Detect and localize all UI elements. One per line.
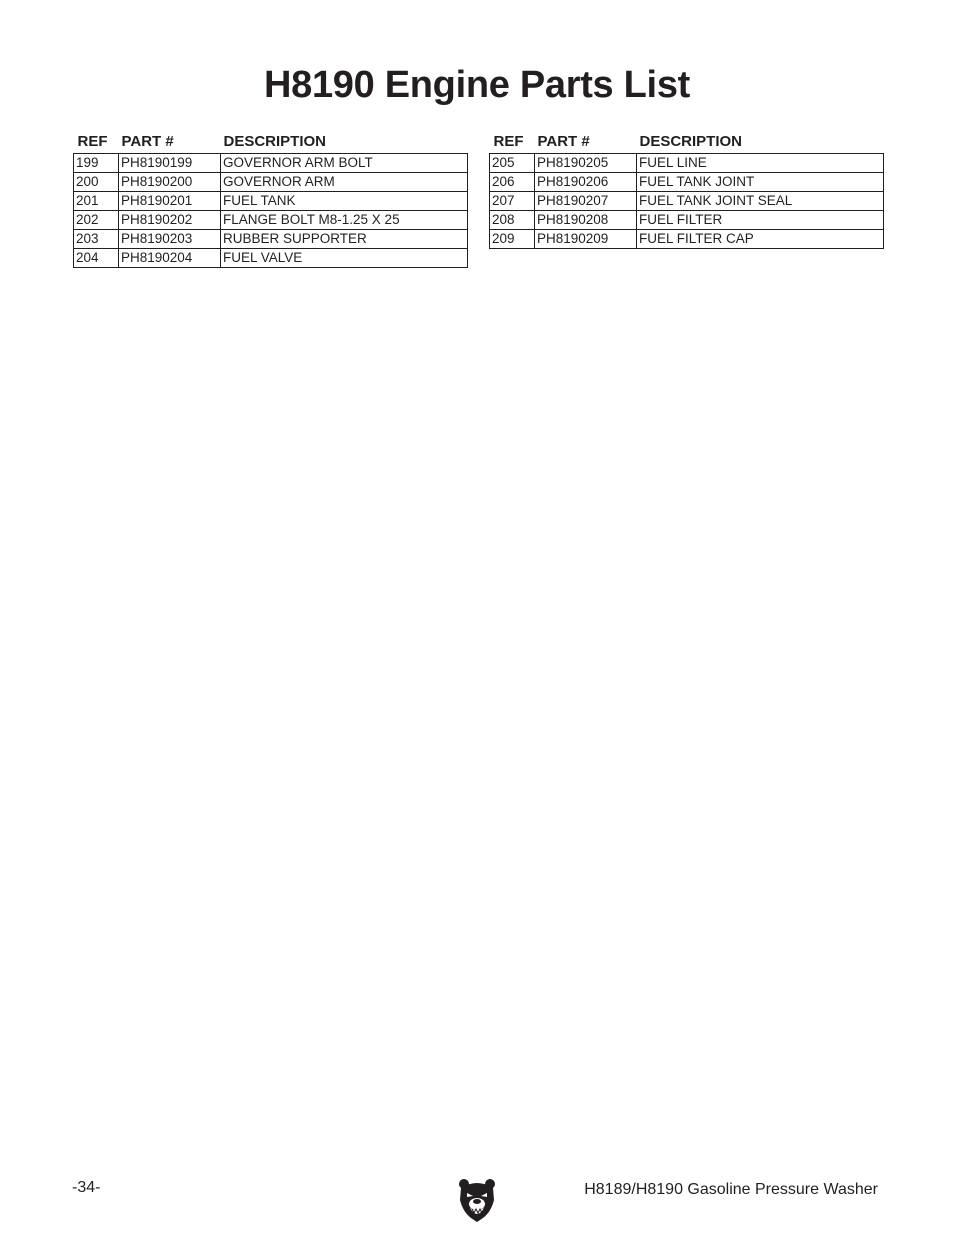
description-cell: RUBBER SUPPORTER [221, 230, 468, 249]
part-column-header: PART # [537, 133, 590, 150]
page-title: H8190 Engine Parts List [263, 64, 691, 106]
description-cell: FUEL FILTER [637, 211, 884, 230]
ref-cell: 207 [490, 192, 535, 211]
manual-title: H8189/H8190 Gasoline Pressure Washer [584, 1181, 878, 1198]
ref-cell: 201 [74, 192, 119, 211]
part-cell: PH8190201 [119, 192, 221, 211]
description-cell: FUEL TANK JOINT SEAL [637, 192, 884, 211]
part-cell: PH8190207 [535, 192, 637, 211]
table-row [74, 230, 468, 249]
description-cell: FUEL LINE [637, 154, 884, 173]
page-number: -34- [72, 1179, 101, 1196]
description-cell: FUEL TANK JOINT [637, 173, 884, 192]
table-row [490, 211, 884, 230]
part-cell: PH8190208 [535, 211, 637, 230]
table-header-row [490, 129, 884, 154]
description-column-header: DESCRIPTION [223, 133, 327, 150]
ref-cell: 205 [490, 154, 535, 173]
ref-cell: 199 [74, 154, 119, 173]
description-cell: GOVERNOR ARM [221, 173, 468, 192]
table-row [74, 154, 468, 173]
table-row [490, 173, 884, 192]
description-cell: FLANGE BOLT M8-1.25 X 25 [221, 211, 468, 230]
parts-table-right [489, 129, 884, 249]
ref-column-header: REF [77, 133, 108, 150]
table-row [74, 211, 468, 230]
part-cell: PH8190205 [535, 154, 637, 173]
table-row [490, 154, 884, 173]
ref-cell: 203 [74, 230, 119, 249]
part-cell: PH8190200 [119, 173, 221, 192]
part-cell: PH8190203 [119, 230, 221, 249]
ref-cell: 208 [490, 211, 535, 230]
description-cell: GOVERNOR ARM BOLT [221, 154, 468, 173]
parts-table-left [73, 129, 468, 268]
table-row [74, 173, 468, 192]
table-row [74, 249, 468, 268]
part-column-header: PART # [121, 133, 174, 150]
ref-column-header: REF [493, 133, 524, 150]
ref-cell: 200 [74, 173, 119, 192]
description-cell: FUEL TANK [221, 192, 468, 211]
table-header-row [74, 129, 468, 154]
description-cell: FUEL VALVE [221, 249, 468, 268]
part-cell: PH8190209 [535, 230, 637, 249]
ref-cell: 202 [74, 211, 119, 230]
part-cell: PH8190204 [119, 249, 221, 268]
ref-cell: 209 [490, 230, 535, 249]
ref-cell: 206 [490, 173, 535, 192]
part-cell: PH8190202 [119, 211, 221, 230]
bear-head-icon [458, 1178, 496, 1222]
table-row [74, 192, 468, 211]
description-column-header: DESCRIPTION [639, 133, 743, 150]
part-cell: PH8190199 [119, 154, 221, 173]
table-row [490, 230, 884, 249]
table-row [490, 192, 884, 211]
ref-cell: 204 [74, 249, 119, 268]
part-cell: PH8190206 [535, 173, 637, 192]
description-cell: FUEL FILTER CAP [637, 230, 884, 249]
